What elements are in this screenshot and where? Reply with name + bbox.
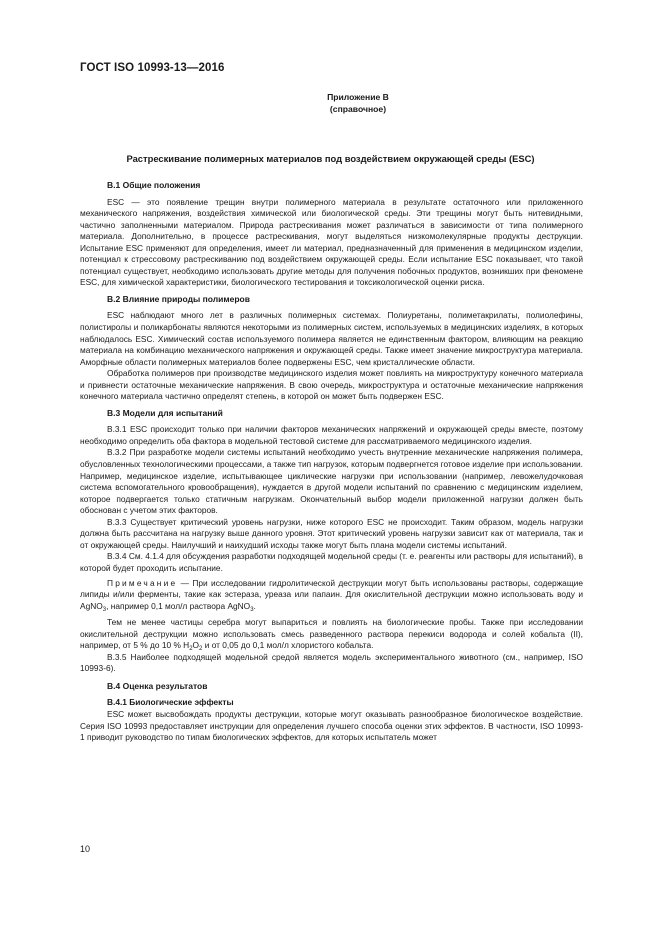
paragraph-b3-5-text-b: O: [192, 640, 200, 651]
note-sub-1: 3: [102, 606, 107, 613]
note: [80, 578, 583, 613]
paragraph-b2-1: ESC наблюдают много лет в различных полимерных системах. Полиуретаны, полиметакрилаты, полиолефины, полистиролы и поликарбонаты являются некоторыми из полимерных систем, используемых в медицинских изделиях, в которых наблюдалось ESC. Химический состав используемого полимера является не единственным фактором, влияющим на реакцию материала на комбинацию механического напряжения и окружающей среды. Также имеет значение микроструктура материала. Аморфные области полимерных материалов более подвержены ESC, чем кристаллические области.: [80, 310, 583, 367]
note-label: Примечание: [107, 577, 178, 588]
paragraph-b3-5: [80, 617, 583, 652]
page-number: 10: [80, 844, 91, 854]
subsection-heading-b41: В.4.1 Биологические эффекты: [107, 697, 234, 708]
note-sub-2: 3: [250, 606, 254, 613]
paragraph-b3-5-text-c: и от 0,05 до 0,1 мол/л хлористого кобальта.: [202, 640, 374, 651]
annex-subtitle: (справочное): [329, 103, 387, 114]
note-text-c: .: [253, 600, 256, 611]
paragraph-b3-6: В.3.5 Наиболее подходящей модельной средой является модель экспериментального животного (см., например, ISO 10993-6).: [80, 651, 583, 674]
annex-main-title: Растрескивание полимерных материалов под воздействием окружающей среды (ESC): [126, 153, 535, 164]
section-heading-b2: В.2 Влияние природы полимеров: [107, 293, 250, 304]
h2o2-sub-2: 2: [199, 646, 203, 653]
annex-heading: [280, 92, 436, 115]
paragraph-b3-4: В.3.4 См. 4.1.4 для обсуждения разработки подходящей модельной среды (т. е. реагенты или растворы для испытаний), в которой будет проходить испытание.: [80, 551, 583, 573]
note-text-a: — При исследовании гидролитической деструкции могут быть использованы растворы, содержащие липиды и/или ферменты, такие как эстераза, уреаза или папаин. Для окислительной деструкции можно использовать воду и AgNO: [80, 577, 583, 611]
document-code: ГОСТ ISO 10993-13—2016: [80, 62, 225, 74]
paragraph-b4-1: ESC может высвобождать продукты деструкции, которые могут оказывать разнообразное биологическое воздействие. Серия ISO 10993 предоставляет инструкции для определения лучшего способа оценки этих эффектов. В частности, ISO 10993-1 приводит руководство по типам биологических эффектов, для которых испытатель может: [80, 708, 583, 743]
paragraph-b3-1: В.3.1 ESC происходит только при наличии факторов механических напряжений и окружающей среды вместе, поэтому необходимо определить оба фактора в модельной тестовой системе для рассматриваемого медицинского изделия.: [80, 424, 583, 446]
paragraph-b1-1: ESC — это появление трещин внутри полимерного материала в результате остаточного или приложенного механического напряжения, воздействия химической или биологической среды. Эти трещины могут быть нитевидными, частично заполненными материалом. Природа растрескивания может различаться в зависимости от типа полимерного материала. Дополнительно, в процессе растрескивания, могут выделяться низкомолекулярные продукты деструкции. Испытание ESC применяют для определения, имеет ли материал, предназначенный для применения в медицинском изделии, потенциал к стрессовому растрескиванию под воздействием окружающей среды. Если испытание ESC показывает, что такой потенциал существует, необходимо использовать другие методы для получения побочных продуктов, возникших при феномене ESC, для химической характеристики, биологического тестирования и токсикологической оценки риска.: [80, 196, 583, 288]
section-heading-b3: В.3 Модели для испытаний: [107, 407, 223, 418]
section-heading-b1: В.1 Общие положения: [107, 180, 201, 190]
h2o2-sub-1: 2: [189, 646, 193, 653]
note-text-b: , например 0,1 мол/л раствора AgNO: [106, 600, 251, 611]
annex-title: Приложение В: [327, 92, 389, 102]
paragraph-b2-2: Обработка полимеров при производстве медицинского изделия может повлиять на микроструктуру конечного материала и привнести остаточные механические напряжения. В свою очередь, микроструктура и остаточные механические напряжения конечного материала частично определят степень, в которой он может быть подвержен ESC.: [80, 368, 583, 402]
paragraph-b3-3: В.3.3 Существует критический уровень нагрузки, ниже которого ESC не происходит. Таким образом, модель нагрузки должна быть рассчитана на нагрузку выше данного уровня. Этот критический уровень нагрузки зависит как от материала, так и от окружающей среды. Наилучший и наихудший исходы также могут быть плана модели системы испытаний.: [80, 516, 583, 550]
paragraph-b3-2: В.3.2 При разработке модели системы испытаний необходимо учесть внутренние механические напряжения полимера, обусловленных технологическими процессами, а также тип нагрузок, которым подвергнется готовое изделие при использовании. Например, медицинское изделие, испытывающее циклические нагрузки при использовании (например, левожелудочковая система вспомогательного кровообращения), нуждается в другой модели испытаний по сравнению с медицинским изделием, которое подвергается только статичным нагрузкам. Окончательный выбор модели приложенной нагрузки должен быть обоснован с учетом этих факторов.: [80, 447, 583, 516]
paragraph-b3-5-text-a: Тем не менее частицы серебра могут выпариться и повлиять на биологические пробы. Также при исследовании окислительной деструкции можно использовать смесь разведенного раствора перекиси водорода и солей кобальта (II), например, от 5 % до 10 % H: [80, 617, 583, 651]
section-heading-b4: В.4 Оценка результатов: [107, 680, 208, 691]
document-body: [80, 180, 583, 744]
